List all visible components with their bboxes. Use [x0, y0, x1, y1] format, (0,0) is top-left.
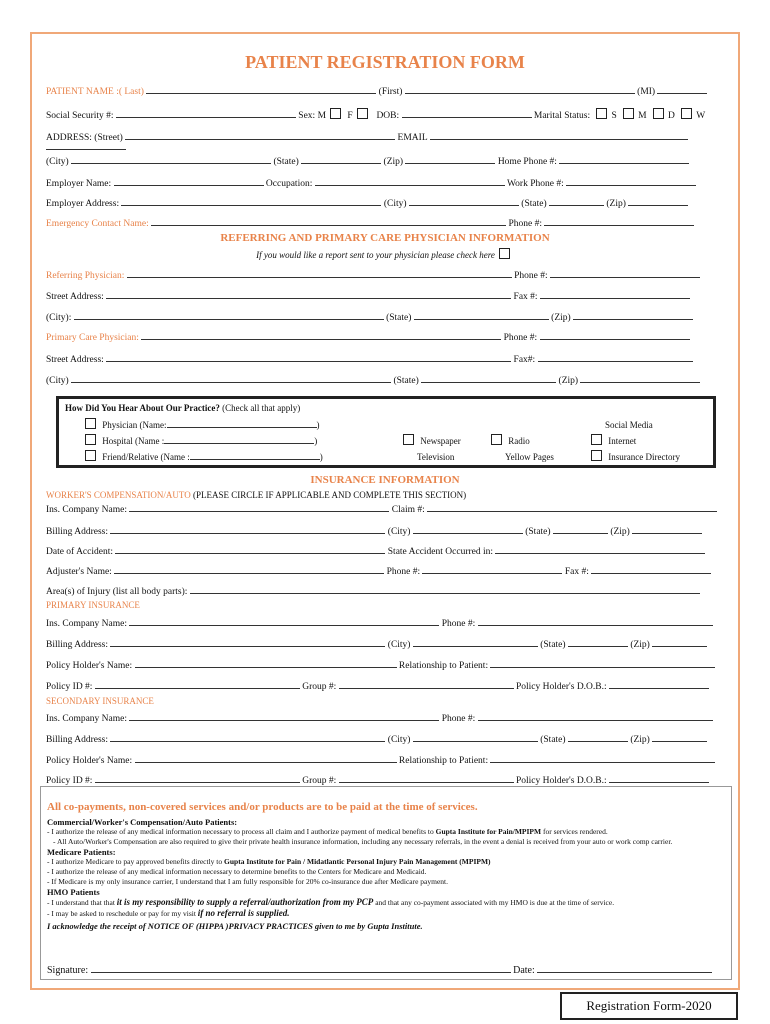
emp-state-field[interactable]	[549, 196, 604, 206]
wc-claim-label: Claim #:	[391, 505, 425, 515]
injury-label: Area(s) of Injury (list all body parts):	[46, 587, 188, 597]
ssn-label: Social Security #:	[46, 111, 114, 121]
si-holder-label: Policy Holder's Name:	[46, 756, 133, 766]
occupation-field[interactable]	[315, 176, 505, 186]
si-group-label: Group #:	[302, 776, 337, 786]
hear-friend-field[interactable]	[190, 450, 320, 460]
emp-city-label: (City)	[383, 199, 407, 209]
hear-friend-label: Friend/Relative (Name :	[102, 452, 190, 462]
si-policy-label: Policy ID #:	[46, 776, 93, 786]
form-title: PATIENT REGISTRATION FORM	[245, 52, 525, 72]
hear-label: How Did You Hear About Our Practice?	[65, 403, 220, 413]
wc-state-label: (State)	[525, 527, 551, 537]
hmo-item-2: - I may be asked to reschedule or pay for my visit if no referral is supplied.	[47, 908, 290, 918]
adjuster-phone-label: Phone #:	[386, 567, 421, 577]
newspaper-label: Newspaper	[420, 436, 461, 446]
signature-row	[47, 963, 725, 976]
hear-physician-checkbox[interactable]	[85, 418, 96, 429]
pi-group-field[interactable]	[339, 679, 514, 689]
employer-address-row	[46, 196, 724, 209]
first-name-field[interactable]	[405, 84, 635, 94]
workers-row	[46, 490, 724, 500]
primary-phone-label: Phone #:	[503, 333, 538, 343]
c1c: for services rendered.	[542, 827, 608, 836]
wc-billing-row	[46, 524, 724, 537]
si-holder-row	[46, 753, 724, 766]
ref-fax-field[interactable]	[540, 289, 690, 299]
primary-row	[46, 330, 724, 343]
wc-zip-label: (Zip)	[610, 527, 630, 537]
date-field[interactable]	[537, 963, 712, 973]
medicare-item-1: - I authorize Medicare to pay approved benefits directly to Gupta Institute for Pain / Midatlantic Personal Injury Pain Management (MPIPM)	[47, 857, 491, 866]
marital-label: Marital Status:	[533, 111, 591, 121]
hear-physician-field[interactable]	[167, 418, 317, 428]
ref-zip-field[interactable]	[573, 310, 693, 320]
emergency-phone-field[interactable]	[544, 216, 694, 226]
pi-holder-dob-label: Policy Holder's D.O.B.:	[516, 682, 607, 692]
form-frame	[30, 32, 740, 990]
pri-city-label: (City)	[46, 376, 69, 386]
city-row	[46, 154, 724, 167]
last-name-field[interactable]	[146, 84, 376, 94]
dob-field[interactable]	[402, 108, 532, 118]
social-media-label: Social Media	[605, 420, 653, 430]
emergency-field[interactable]	[151, 216, 506, 226]
hear-hospital: Hospital (Name : )	[81, 433, 323, 449]
ms-s-checkbox[interactable]	[596, 108, 607, 119]
referring-row	[46, 268, 724, 281]
h1a: I understand that that	[51, 898, 115, 907]
primary-phone-field[interactable]	[540, 330, 690, 340]
city-field[interactable]	[71, 154, 271, 164]
hear-heading	[65, 403, 300, 413]
physician-note: If you would like a report sent to your physician please check here	[256, 250, 495, 260]
referring-phone-field[interactable]	[550, 268, 700, 278]
adjuster-phone-field[interactable]	[422, 564, 562, 574]
sex-f-checkbox[interactable]	[357, 108, 368, 119]
si-billing-field[interactable]	[110, 732, 385, 742]
pi-group-label: Group #:	[302, 682, 337, 692]
pi-phone-label: Phone #:	[441, 619, 476, 629]
ms-s-label: S	[611, 111, 617, 121]
si-state-label: (State)	[540, 735, 566, 745]
hear-note: (Check all that apply)	[222, 403, 301, 413]
ref-zip-label: (Zip)	[551, 313, 571, 323]
date-label: Date:	[513, 965, 535, 976]
work-phone-label: Work Phone #:	[506, 179, 564, 189]
ssn-field[interactable]	[116, 108, 296, 118]
emp-zip-field[interactable]	[628, 196, 688, 206]
ref-city-label: (City):	[46, 313, 72, 323]
pi-billing-row	[46, 637, 724, 650]
si-company-label: Ins. Company Name:	[46, 714, 128, 724]
terms-text	[47, 817, 725, 931]
state-label: (State)	[273, 157, 299, 167]
emergency-phone-label: Phone #:	[508, 219, 542, 229]
emp-state-label: (State)	[521, 199, 547, 209]
si-holder-dob-field[interactable]	[609, 773, 709, 783]
emergency-row	[46, 216, 724, 229]
physician-note-row	[46, 248, 724, 260]
si-company-field[interactable]	[129, 711, 439, 721]
home-phone-field[interactable]	[559, 154, 689, 164]
hear-hospital-checkbox[interactable]	[85, 434, 96, 445]
si-group-field[interactable]	[339, 773, 514, 783]
adjuster-fax-field[interactable]	[591, 564, 711, 574]
pri-fax-label: Fax#:	[513, 355, 536, 365]
ref-city-field[interactable]	[74, 310, 384, 320]
hear-hospital-field[interactable]	[164, 434, 314, 444]
si-phone-field[interactable]	[478, 711, 713, 721]
pi-policy-row	[46, 679, 724, 692]
pri-city-field[interactable]	[71, 373, 391, 383]
wc-billing-field[interactable]	[110, 524, 385, 534]
c1a: I authorize the release of any medical information necessary to process all claim and I authorize payment of medical benefits to	[51, 827, 434, 836]
m1a: I authorize Medicare to pay approved benefits directly to	[51, 857, 223, 866]
adjuster-row	[46, 564, 724, 577]
pi-policy-label: Policy ID #:	[46, 682, 93, 692]
h2b: if no referral is supplied.	[197, 908, 290, 918]
television-label: Television	[417, 452, 455, 462]
ssn-row	[46, 108, 724, 121]
address-label: ADDRESS: (Street)	[46, 133, 123, 143]
occupation-label: Occupation:	[265, 179, 313, 189]
accident-state-field[interactable]	[495, 544, 705, 554]
pri-state-field[interactable]	[421, 373, 556, 383]
commercial-item-1: - I authorize the release of any medical information necessary to process all claim and I authorize payment of medical benefits to Gupta Institute for Pain/MPIPM for services rendered.	[47, 827, 608, 836]
wc-city-field[interactable]	[413, 524, 523, 534]
medicare-item-2: - I authorize the release of any medical information necessary to determine benefits to the Centers for Medicare and Medicaid.	[47, 867, 427, 876]
signature-label: Signature:	[47, 965, 89, 976]
commercial-heading: Commercial/Worker's Compensation/Auto Patients:	[47, 817, 238, 827]
adjuster-field[interactable]	[114, 564, 384, 574]
referral-source-box	[56, 396, 716, 468]
wc-billing-label: Billing Address:	[46, 527, 109, 537]
sex-label: Sex:	[298, 111, 316, 121]
ref-state-label: (State)	[386, 313, 412, 323]
employer-label: Employer Name:	[46, 179, 112, 189]
ms-m-label: M	[638, 111, 647, 121]
employer-field[interactable]	[114, 176, 264, 186]
si-zip-label: (Zip)	[630, 735, 650, 745]
hear-mid2-col	[487, 433, 554, 465]
wc-company-field[interactable]	[129, 502, 389, 512]
si-policy-field[interactable]	[95, 773, 300, 783]
hear-left-col	[81, 417, 323, 465]
wc-claim-field[interactable]	[427, 502, 717, 512]
yellow-pages-label: Yellow Pages	[505, 452, 554, 462]
pi-billing-label: Billing Address:	[46, 640, 109, 650]
hear-physician-label: Physician (Name:	[102, 420, 167, 430]
m1b: Gupta Institute for Pain / Midatlantic Personal Injury Pain Management (MPIPM)	[224, 857, 491, 866]
c2: All Auto/Worker's Compensation are also required to give their private health insurance information, including any necessary referrals, in the event a denial is received from your auto or work comp carrier.	[56, 837, 673, 846]
si-relationship-label: Relationship to Patient:	[398, 756, 489, 766]
pi-company-row	[46, 616, 724, 629]
wc-company-row	[46, 502, 724, 515]
accident-date-label: Date of Accident:	[46, 547, 114, 557]
ack-text: I acknowledge the receipt of NOTICE OF (HIPPA )PRIVACY PRACTICES given to me by Gupta Institute.	[47, 921, 423, 931]
mi-field[interactable]	[657, 84, 707, 94]
pri-city-row	[46, 373, 724, 386]
patient-name-label: PATIENT NAME :( Last)	[46, 87, 144, 97]
sex-m-label: M	[317, 111, 327, 121]
pi-relationship-field[interactable]	[490, 658, 715, 668]
pi-holder-label: Policy Holder's Name:	[46, 661, 133, 671]
employer-row	[46, 176, 724, 189]
ref-street-label: Street Address:	[46, 292, 104, 302]
referring-phone-label: Phone #:	[514, 271, 548, 281]
newspaper-checkbox[interactable]	[403, 434, 414, 445]
pi-holder-row	[46, 658, 724, 671]
hear-right-col	[587, 417, 680, 465]
signature-field[interactable]	[91, 963, 511, 973]
ref-city-row	[46, 310, 724, 323]
h2a: I may be asked to reschedule or pay for my visit	[51, 909, 196, 918]
wc-state-field[interactable]	[553, 524, 608, 534]
si-policy-row	[46, 773, 724, 786]
report-checkbox[interactable]	[499, 248, 510, 259]
insurance-heading: INSURANCE INFORMATION	[310, 474, 460, 486]
si-company-row	[46, 711, 724, 724]
footer-label: Registration Form-2020	[560, 992, 738, 1020]
si-city-label: (City)	[387, 735, 411, 745]
pri-zip-field[interactable]	[580, 373, 700, 383]
medicare-heading: Medicare Patients:	[47, 847, 116, 857]
street-field[interactable]	[125, 130, 395, 140]
directory-checkbox[interactable]	[591, 450, 602, 461]
wc-accident-row	[46, 544, 724, 557]
terms-box	[40, 786, 732, 980]
pri-fax-field[interactable]	[538, 352, 693, 362]
radio-label: Radio	[508, 436, 530, 446]
h1b: it is my responsibility to supply a referral/authorization from my PCP	[116, 897, 374, 907]
hear-hospital-label: Hospital (Name :	[102, 436, 165, 446]
commercial-item-2: - All Auto/Worker's Compensation are also required to give their private health insurance information, including any necessary referrals, in the event a denial is received from your auto or work comp carrier.	[53, 837, 673, 846]
payment-headline: All co-payments, non-covered services and/or products are to be paid at the time of services.	[47, 801, 478, 813]
ref-street-row	[46, 289, 724, 302]
pi-zip-label: (Zip)	[630, 640, 650, 650]
primary-field[interactable]	[141, 330, 501, 340]
pi-policy-field[interactable]	[95, 679, 300, 689]
m3: If Medicare is my only insurance carrier, I understand that I am fully responsible for 20% co-insurance due after Medicare payment.	[51, 877, 449, 886]
pri-street-row	[46, 352, 724, 365]
si-billing-label: Billing Address:	[46, 735, 109, 745]
workers-note: (PLEASE CIRCLE IF APPLICABLE AND COMPLETE THIS SECTION)	[192, 490, 467, 500]
sex-f-label: F	[347, 111, 353, 121]
pi-holder-dob-field[interactable]	[609, 679, 709, 689]
pri-state-label: (State)	[393, 376, 419, 386]
wc-company-label: Ins. Company Name:	[46, 505, 128, 515]
ms-m-checkbox[interactable]	[623, 108, 634, 119]
zip-field[interactable]	[405, 154, 495, 164]
hear-friend: Friend/Relative (Name : )	[81, 449, 323, 465]
state-field[interactable]	[301, 154, 381, 164]
secondary-insurance-heading: SECONDARY INSURANCE	[46, 696, 154, 706]
email-label: EMAIL	[397, 133, 428, 143]
address-extra-field[interactable]	[46, 140, 126, 150]
medicare-item-3: - If Medicare is my only insurance carrier, I understand that I am fully responsible for 20% co-insurance due after Medicare payment.	[47, 877, 449, 886]
patient-name-row	[46, 84, 724, 97]
pri-zip-label: (Zip)	[558, 376, 579, 386]
ref-state-field[interactable]	[414, 310, 549, 320]
workers-label: WORKER'S COMPENSATION/AUTO	[46, 490, 191, 500]
pi-company-field[interactable]	[129, 616, 439, 626]
work-phone-field[interactable]	[566, 176, 696, 186]
pi-state-field[interactable]	[568, 637, 628, 647]
injury-field[interactable]	[190, 584, 700, 594]
emp-zip-label: (Zip)	[606, 199, 626, 209]
emp-city-field[interactable]	[409, 196, 519, 206]
ms-w-checkbox[interactable]	[681, 108, 692, 119]
si-holder-dob-label: Policy Holder's D.O.B.:	[516, 776, 607, 786]
accident-state-label: State Accident Occurred in:	[387, 547, 494, 557]
pi-company-label: Ins. Company Name:	[46, 619, 128, 629]
ref-street-field[interactable]	[106, 289, 511, 299]
ms-w-label: W	[696, 111, 706, 121]
zip-label: (Zip)	[383, 157, 404, 167]
adjuster-label: Adjuster's Name:	[46, 567, 112, 577]
m2: I authorize the release of any medical information necessary to determine benefits to the Centers for Medicare and Medicaid.	[51, 867, 427, 876]
si-state-field[interactable]	[568, 732, 628, 742]
pi-relationship-label: Relationship to Patient:	[398, 661, 489, 671]
email-field[interactable]	[430, 130, 688, 140]
primary-label: Primary Care Physician:	[46, 333, 139, 343]
si-holder-field[interactable]	[135, 753, 397, 763]
pi-state-label: (State)	[540, 640, 566, 650]
pri-street-label: Street Address:	[46, 355, 104, 365]
si-billing-row	[46, 732, 724, 745]
referring-label: Referring Physician:	[46, 271, 125, 281]
ms-d-checkbox[interactable]	[653, 108, 664, 119]
wc-zip-field[interactable]	[632, 524, 702, 534]
primary-insurance-heading: PRIMARY INSURANCE	[46, 600, 140, 610]
referring-field[interactable]	[127, 268, 512, 278]
address-extra-row	[46, 140, 724, 153]
accident-date-field[interactable]	[115, 544, 385, 554]
hear-physician: Physician (Name: )	[81, 417, 323, 433]
si-phone-label: Phone #:	[441, 714, 476, 724]
hear-mid-col	[399, 433, 461, 465]
mi-label: (MI)	[637, 87, 656, 97]
injury-row	[46, 584, 724, 597]
employer-address-label: Employer Address:	[46, 199, 120, 209]
directory-label: Insurance Directory	[608, 452, 680, 462]
ref-fax-label: Fax #:	[513, 292, 538, 302]
ms-d-label: D	[667, 111, 675, 121]
physician-heading: REFERRING AND PRIMARY CARE PHYSICIAN INFORMATION	[220, 232, 550, 244]
dob-label: DOB:	[376, 111, 400, 121]
hmo-item-1: - I understand that that it is my responsibility to supply a referral/authorization from my PCP and that any co-payment associated with my HMO is due at the time of service.	[47, 897, 615, 907]
internet-label: Internet	[608, 436, 637, 446]
pi-city-label: (City)	[387, 640, 411, 650]
hmo-heading: HMO Patients	[47, 887, 100, 897]
internet-checkbox[interactable]	[591, 434, 602, 445]
pi-billing-field[interactable]	[110, 637, 385, 647]
home-phone-label: Home Phone #:	[497, 157, 557, 167]
si-city-field[interactable]	[413, 732, 538, 742]
si-relationship-field[interactable]	[490, 753, 715, 763]
first-label: (First)	[378, 87, 403, 97]
sex-m-checkbox[interactable]	[330, 108, 341, 119]
pi-holder-field[interactable]	[135, 658, 397, 668]
adjuster-fax-label: Fax #:	[564, 567, 589, 577]
pi-city-field[interactable]	[413, 637, 538, 647]
c1b: Gupta Institute for Pain/MPIPM	[435, 827, 542, 836]
radio-checkbox[interactable]	[491, 434, 502, 445]
city-label: (City)	[46, 157, 69, 167]
hear-friend-checkbox[interactable]	[85, 450, 96, 461]
emergency-label: Emergency Contact Name:	[46, 219, 149, 229]
pi-phone-field[interactable]	[478, 616, 713, 626]
pri-street-field[interactable]	[106, 352, 511, 362]
wc-city-label: (City)	[387, 527, 411, 537]
h1c: and that any co-payment associated with my HMO is due at the time of service.	[375, 898, 615, 907]
si-zip-field[interactable]	[652, 732, 707, 742]
pi-zip-field[interactable]	[652, 637, 707, 647]
employer-address-field[interactable]	[121, 196, 381, 206]
